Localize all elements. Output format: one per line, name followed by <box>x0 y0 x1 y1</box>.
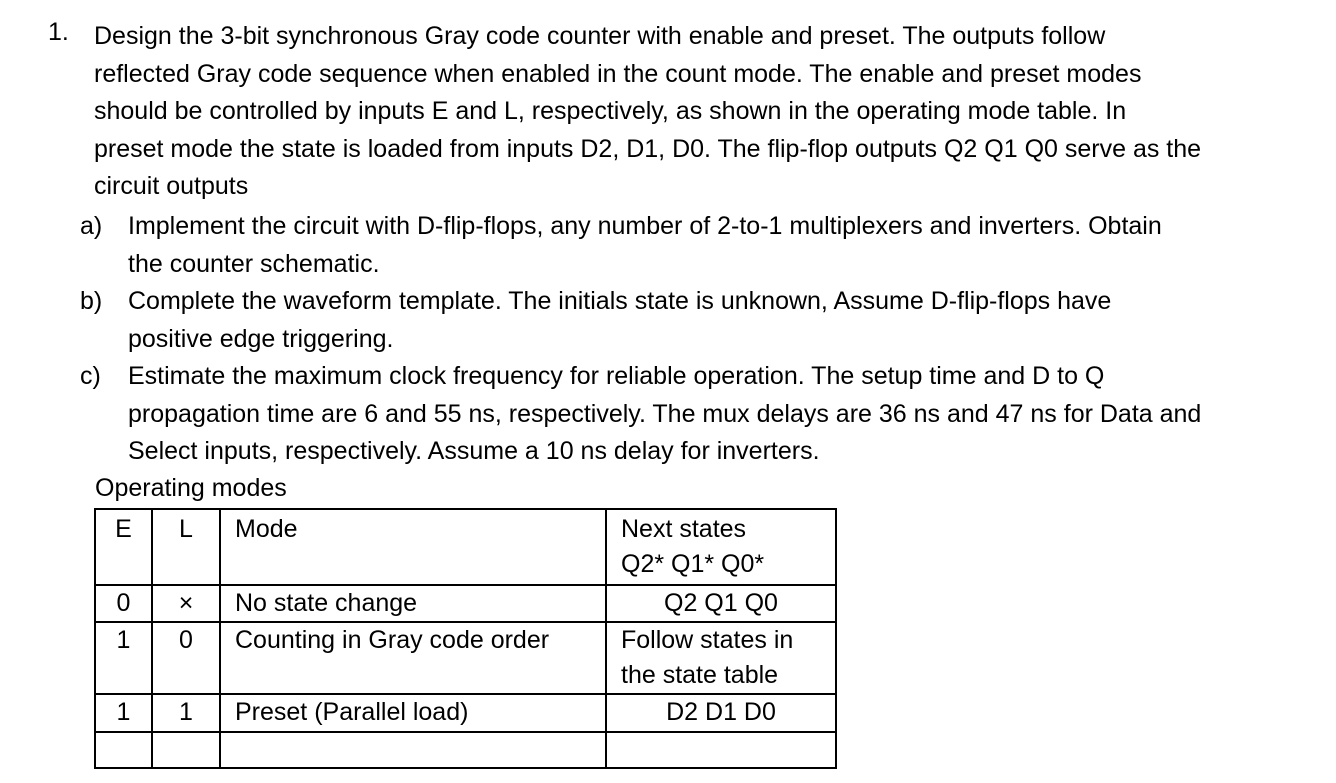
subitem-a <box>80 208 1308 283</box>
cell-e: 1 <box>95 622 152 694</box>
header-l: L <box>152 509 220 585</box>
table-row-empty <box>95 732 836 768</box>
table-row <box>95 585 836 622</box>
header-next-line2: Q2* Q1* Q0* <box>621 550 765 578</box>
cell-mode <box>220 732 606 768</box>
table-row <box>95 694 836 732</box>
intro-line: Design the 3-bit synchronous Gray code counter with enable and preset. The outputs follow <box>94 22 1106 50</box>
subitem-marker: c) <box>80 362 101 390</box>
cell-l <box>152 732 220 768</box>
operating-modes-table <box>94 508 837 769</box>
cell-next-state <box>606 622 836 694</box>
subitem-line: Select inputs, respectively. Assume a 10 ns delay for inverters. <box>128 437 820 465</box>
problem-intro <box>94 18 1314 206</box>
subitem-b <box>80 283 1308 358</box>
subitem-marker: a) <box>80 212 103 240</box>
cell-mode: Preset (Parallel load) <box>220 694 606 732</box>
cell-next-line2: the state table <box>621 661 779 689</box>
header-mode: Mode <box>220 509 606 585</box>
table-row <box>95 622 836 694</box>
intro-line: reflected Gray code sequence when enabled in the count mode. The enable and preset modes <box>94 59 1142 88</box>
header-next-line1: Next states <box>621 515 747 543</box>
subitem-line: the counter schematic. <box>128 249 380 278</box>
cell-e: 1 <box>95 694 152 732</box>
cell-next-state: Q2 Q1 Q0 <box>606 585 836 622</box>
cell-l: 0 <box>152 622 220 694</box>
subitem-line: propagation time are 6 and 55 ns, respectively. The mux delays are 36 ns and 47 ns for Data and <box>128 399 1202 428</box>
subitem-line: positive edge triggering. <box>128 324 394 353</box>
header-next-states <box>606 509 836 585</box>
table-header-row <box>95 509 836 585</box>
subitem-line: Complete the waveform template. The initials state is unknown, Assume D-flip-flops have <box>128 287 1112 315</box>
intro-line: preset mode the state is loaded from inputs D2, D1, D0. The flip-flop outputs Q2 Q1 Q0 serve as the <box>94 134 1202 163</box>
intro-line: circuit outputs <box>94 172 249 200</box>
subitem-marker: b) <box>80 287 103 315</box>
intro-line: should be controlled by inputs E and L, respectively, as shown in the operating mode table. In <box>94 97 1127 125</box>
cell-mode: Counting in Gray code order <box>220 622 606 694</box>
cell-next-state <box>606 732 836 768</box>
cell-mode: No state change <box>220 585 606 622</box>
cell-l: 1 <box>152 694 220 732</box>
header-e: E <box>95 509 152 585</box>
cell-next-state: D2 D1 D0 <box>606 694 836 732</box>
cell-l: × <box>152 585 220 622</box>
subitem-line: Implement the circuit with D-flip-flops, any number of 2-to-1 multiplexers and inverters. Obtain <box>128 212 1162 240</box>
cell-e <box>95 732 152 768</box>
subitem-line: Estimate the maximum clock frequency for reliable operation. The setup time and D to Q <box>128 362 1105 390</box>
cell-next-line1: Follow states in <box>621 626 794 654</box>
subitem-c <box>80 358 1308 471</box>
cell-e: 0 <box>95 585 152 622</box>
problem-number: 1. <box>48 18 69 46</box>
operating-modes-title: Operating modes <box>95 474 287 502</box>
